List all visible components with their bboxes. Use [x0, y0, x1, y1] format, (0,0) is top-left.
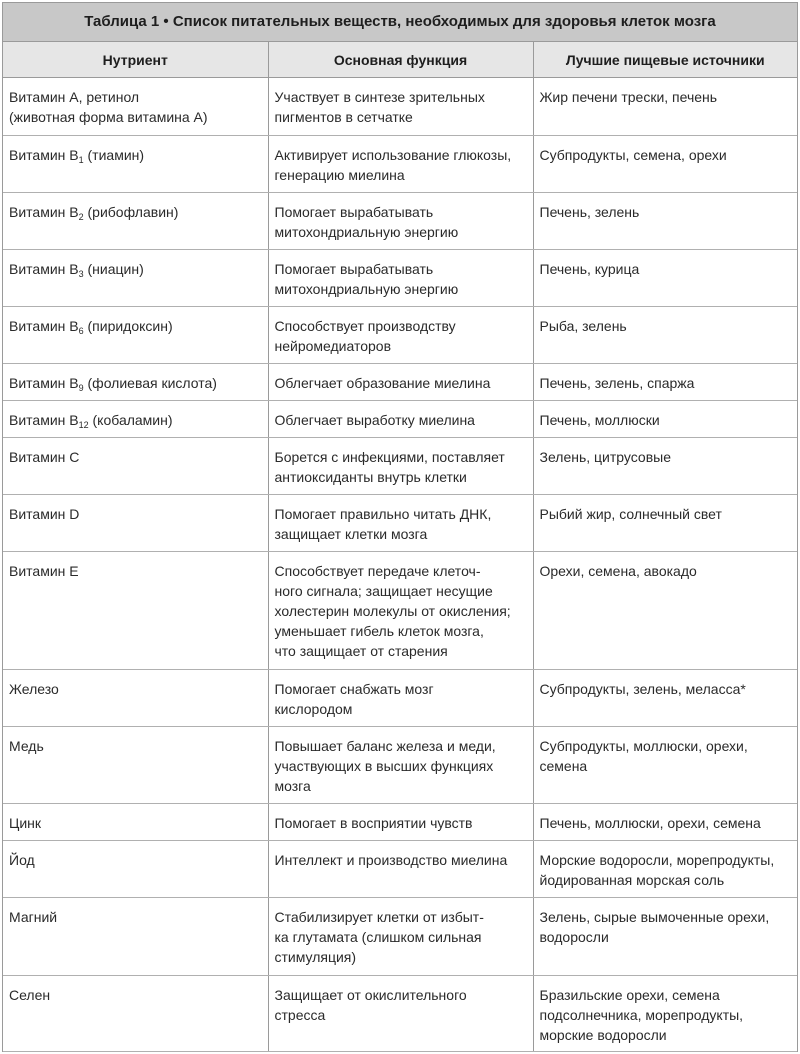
nutrient-cell — [3, 136, 268, 193]
sources-cell: Печень, зелень, спаржа — [533, 364, 797, 401]
nutrient-name: Йод — [9, 852, 35, 868]
nutrient-cell — [3, 727, 268, 804]
table-body — [3, 78, 797, 1052]
sources-cell: Субпродукты, моллюски, орехи, семена — [533, 727, 797, 804]
nutrient-cell — [3, 841, 268, 898]
nutrient-suffix: (ниацин) — [83, 261, 144, 277]
nutrient-cell — [3, 307, 268, 364]
table-row — [3, 307, 797, 364]
sources-cell: Зелень, сырые вымоченные орехи, водоросли — [533, 898, 797, 976]
function-cell: Помогает в восприятии чувств — [268, 804, 533, 841]
table-row — [3, 841, 797, 898]
function-cell: Помогает снабжать мозг кислородом — [268, 670, 533, 727]
table-row — [3, 250, 797, 307]
function-cell: Защищает от окислительного стресса — [268, 976, 533, 1052]
table-row — [3, 364, 797, 401]
function-cell: Облегчает образование миелина — [268, 364, 533, 401]
nutrient-suffix: (рибофлавин) — [83, 204, 179, 220]
nutrient-name: Витамин В — [9, 261, 79, 277]
nutrient-cell — [3, 898, 268, 976]
header-function: Основная функция — [268, 42, 533, 78]
nutrient-name: Витамин Е — [9, 563, 79, 579]
nutrient-name: Цинк — [9, 815, 42, 831]
sources-cell: Печень, курица — [533, 250, 797, 307]
table-row — [3, 898, 797, 976]
nutrient-name: Селен — [9, 987, 51, 1003]
function-cell: Способствует производству нейромедиаторов — [268, 307, 533, 364]
nutrient-table-frame — [2, 2, 798, 1052]
header-nutrient: Нутриент — [3, 42, 268, 78]
nutrient-name: Витамин D — [9, 506, 80, 522]
sources-cell: Зелень, цитрусовые — [533, 438, 797, 495]
nutrient-cell — [3, 364, 268, 401]
nutrient-subscript: 12 — [78, 420, 89, 430]
nutrient-name: Медь — [9, 738, 44, 754]
nutrient-cell — [3, 193, 268, 250]
function-cell: Активирует использование глюкозы, генерацию миелина — [268, 136, 533, 193]
nutrient-subscript: 1 — [78, 155, 84, 165]
function-cell: Стабилизирует клетки от избыт- ка глутамата (слишком сильная стимуляция) — [268, 898, 533, 976]
nutrient-suffix: (фолиевая кислота) — [83, 375, 217, 391]
sources-cell: Печень, моллюски, орехи, семена — [533, 804, 797, 841]
table-row — [3, 670, 797, 727]
nutrient-cell — [3, 401, 268, 438]
nutrient-cell — [3, 670, 268, 727]
nutrient-cell — [3, 804, 268, 841]
header-sources: Лучшие пищевые источники — [533, 42, 797, 78]
table-row — [3, 136, 797, 193]
nutrient-cell — [3, 250, 268, 307]
nutrient-name: Железо — [9, 681, 59, 697]
sources-cell: Орехи, семена, авокадо — [533, 552, 797, 670]
nutrient-cell — [3, 78, 268, 136]
function-cell: Повышает баланс железа и меди, участвующих в высших функциях мозга — [268, 727, 533, 804]
function-cell: Облегчает выработку миелина — [268, 401, 533, 438]
nutrient-cell — [3, 438, 268, 495]
sources-cell: Рыбий жир, солнечный свет — [533, 495, 797, 552]
table-row — [3, 976, 797, 1052]
function-cell: Помогает вырабатывать митохондриальную энергию — [268, 250, 533, 307]
header-row — [3, 42, 797, 78]
table-row — [3, 193, 797, 250]
table-row — [3, 401, 797, 438]
function-cell: Интеллект и производство миелина — [268, 841, 533, 898]
nutrient-cell — [3, 552, 268, 670]
nutrient-name: Витамин С — [9, 449, 80, 465]
table-row — [3, 804, 797, 841]
function-cell: Помогает вырабатывать митохондриальную энергию — [268, 193, 533, 250]
nutrient-subscript: 6 — [78, 326, 84, 336]
nutrient-subscript: 3 — [78, 269, 84, 279]
function-cell: Борется с инфекциями, поставляет антиоксиданты внутрь клетки — [268, 438, 533, 495]
table-row — [3, 552, 797, 670]
nutrient-cell — [3, 495, 268, 552]
nutrient-cell — [3, 976, 268, 1052]
table-title: Таблица 1 • Список питательных веществ, необходимых для здоровья клеток мозга — [3, 3, 797, 42]
sources-cell: Печень, моллюски — [533, 401, 797, 438]
nutrient-name: Витамин А, ретинол (животная форма витамина А) — [9, 89, 208, 125]
sources-cell: Субпродукты, зелень, меласса* — [533, 670, 797, 727]
table-row — [3, 495, 797, 552]
sources-cell: Жир печени трески, печень — [533, 78, 797, 136]
nutrient-suffix: (пиридоксин) — [83, 318, 173, 334]
table-row — [3, 438, 797, 495]
sources-cell: Печень, зелень — [533, 193, 797, 250]
sources-cell: Субпродукты, семена, орехи — [533, 136, 797, 193]
nutrient-name: Витамин В — [9, 204, 79, 220]
table-row — [3, 727, 797, 804]
function-cell: Способствует передаче клеточ- ного сигнала; защищает несущие холестерин молекулы от окисления; уменьшает гибель клеток мозга, что защищает от старения — [268, 552, 533, 670]
sources-cell: Морские водоросли, морепродукты, йодированная морская соль — [533, 841, 797, 898]
sources-cell: Бразильские орехи, семена подсолнечника, морепродукты, морские водоросли — [533, 976, 797, 1052]
nutrient-name: Витамин В — [9, 318, 79, 334]
table-row — [3, 78, 797, 136]
sources-cell: Рыба, зелень — [533, 307, 797, 364]
nutrient-name: Витамин В — [9, 375, 79, 391]
nutrient-suffix: (кобаламин) — [88, 412, 173, 428]
nutrient-name: Витамин В — [9, 147, 79, 163]
nutrient-name: Витамин В — [9, 412, 79, 428]
function-cell: Участвует в синтезе зрительных пигментов в сетчатке — [268, 78, 533, 136]
nutrient-subscript: 9 — [78, 383, 84, 393]
nutrient-suffix: (тиамин) — [83, 147, 145, 163]
nutrient-subscript: 2 — [78, 212, 84, 222]
nutrient-name: Магний — [9, 909, 58, 925]
function-cell: Помогает правильно читать ДНК, защищает клетки мозга — [268, 495, 533, 552]
nutrient-table — [3, 42, 797, 1052]
